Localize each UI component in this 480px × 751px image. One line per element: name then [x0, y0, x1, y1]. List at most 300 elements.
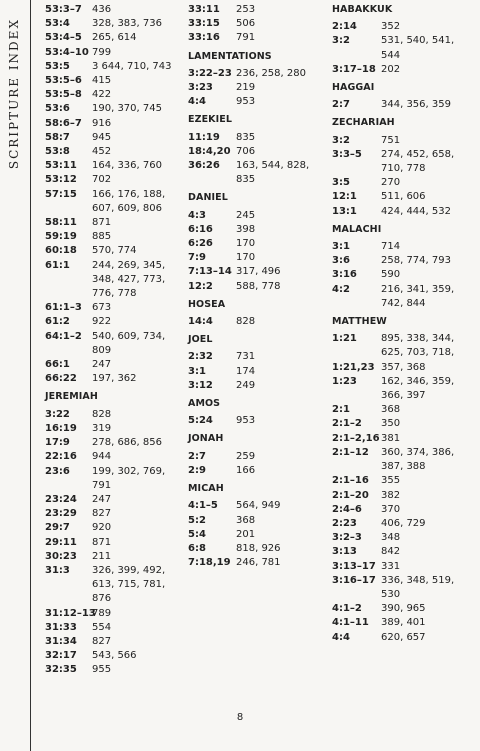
page-reference-line: 422 — [92, 89, 112, 101]
page-reference-line: 166 — [236, 464, 256, 476]
index-entry — [45, 663, 183, 677]
verse-reference: 5:24 — [188, 415, 213, 427]
index-entry — [332, 531, 472, 545]
verse-reference: 13:1 — [332, 205, 357, 217]
page-references — [236, 67, 326, 81]
verse-reference: 53:4 — [45, 18, 70, 30]
book-heading: EZEKIEL — [188, 114, 233, 126]
page-reference-line: 202 — [381, 63, 401, 75]
verse-reference: 2:1 — [332, 404, 350, 416]
page-reference-line: 540, 609, 734, 809 — [92, 330, 166, 356]
page-reference-line: 259 — [236, 450, 256, 462]
page-reference-line: 827 — [92, 635, 112, 647]
page-reference-line: 328, 383, 736 — [92, 18, 162, 30]
index-entry — [45, 372, 183, 386]
page-references — [92, 173, 183, 187]
index-entry — [188, 315, 326, 329]
verse-reference: 11:19 — [188, 131, 220, 143]
verse-reference: 53:12 — [45, 174, 77, 186]
page-references — [92, 131, 183, 145]
page-reference-line: 554 — [92, 621, 112, 633]
index-entry — [332, 616, 472, 630]
page-references — [92, 436, 183, 450]
page-references — [92, 216, 183, 230]
page-references — [92, 301, 183, 315]
index-entry — [188, 499, 326, 513]
index-entry — [45, 450, 183, 464]
index-entry — [188, 528, 326, 542]
index-entry — [45, 31, 183, 45]
book-heading: AMOS — [188, 398, 221, 410]
page-references — [381, 283, 472, 311]
page-references — [92, 330, 183, 358]
verse-reference: 53:5 — [45, 60, 70, 72]
page-reference-line: 511, 606 — [381, 191, 426, 203]
verse-reference: 14:4 — [188, 316, 213, 328]
page-references — [92, 102, 183, 116]
page-reference-line: 3 644, 710, 743 — [92, 60, 172, 72]
page-number: 8 — [236, 712, 244, 723]
index-entry — [45, 621, 183, 635]
verse-reference: 31:34 — [45, 635, 77, 647]
page-references — [236, 209, 326, 223]
page-references — [236, 145, 326, 159]
verse-reference: 2:4–6 — [332, 503, 362, 515]
index-entry — [332, 205, 472, 219]
index-entry — [188, 365, 326, 379]
index-entry — [332, 375, 472, 403]
page-reference-line: 265, 614 — [92, 32, 137, 44]
page-references — [381, 574, 472, 602]
page-reference-line: 216, 341, 359, — [381, 283, 455, 295]
page-reference-line: 953 — [236, 415, 256, 427]
page-reference-line: 673 — [92, 302, 112, 314]
page-reference-line: 350 — [381, 418, 401, 430]
index-entry — [332, 34, 472, 62]
page-references — [236, 464, 326, 478]
index-entry — [332, 254, 472, 268]
index-entry — [332, 63, 472, 77]
book-heading: ZECHARIAH — [332, 117, 395, 129]
verse-reference: 2:1–16 — [332, 475, 369, 487]
page-references — [236, 280, 326, 294]
page-reference-line: 382 — [381, 489, 401, 501]
page-references — [92, 465, 183, 493]
index-entry — [188, 145, 326, 159]
page-references — [92, 408, 183, 422]
verse-reference: 6:8 — [188, 542, 206, 554]
index-entry — [188, 81, 326, 95]
page-reference-line: 355 — [381, 475, 401, 487]
page-references — [381, 176, 472, 190]
page-reference-line: 162, 346, 359, — [381, 375, 455, 387]
verse-reference: 12:2 — [188, 280, 213, 292]
page-reference-line: 326, 399, 492, — [92, 564, 166, 576]
page-reference-line: 436 — [92, 4, 112, 15]
index-entry — [188, 17, 326, 31]
page-reference-line: 249 — [236, 379, 256, 391]
verse-reference: 29:11 — [45, 536, 77, 548]
page-reference-line: 620, 657 — [381, 631, 426, 643]
index-entry — [188, 514, 326, 528]
page-references — [236, 223, 326, 237]
page-reference-line: 706 — [236, 145, 256, 157]
verse-reference: 7:18,19 — [188, 557, 231, 569]
page-references — [381, 517, 472, 531]
verse-reference: 33:15 — [188, 18, 220, 30]
index-entry — [188, 265, 326, 279]
verse-reference: 31:3 — [45, 564, 70, 576]
page-references — [236, 95, 326, 109]
page-references — [236, 514, 326, 528]
verse-reference: 53:6 — [45, 103, 70, 115]
page-reference-line: 842 — [381, 546, 401, 558]
verse-reference: 3:2 — [332, 134, 350, 146]
verse-reference: 66:1 — [45, 359, 70, 371]
verse-reference: 53:4–5 — [45, 32, 82, 44]
index-entry — [188, 280, 326, 294]
page-reference-line: 625, 703, 718, — [381, 347, 455, 359]
page-reference-line: 245 — [236, 209, 256, 221]
index-entry — [332, 240, 472, 254]
verse-reference: 61:1–3 — [45, 302, 82, 314]
page-reference-line: 164, 336, 760 — [92, 160, 162, 172]
index-entry — [188, 379, 326, 393]
book-heading: DANIEL — [188, 192, 228, 204]
page-reference-line: 871 — [92, 536, 112, 548]
page-reference-line: 714 — [381, 241, 401, 253]
index-entry — [188, 464, 326, 478]
page-reference-line: 506 — [236, 18, 256, 30]
index-entry — [45, 607, 183, 621]
verse-reference: 4:1–5 — [188, 500, 218, 512]
page-references — [236, 315, 326, 329]
page-references — [381, 432, 472, 446]
page-reference-line: 211 — [92, 550, 112, 562]
verse-reference: 2:14 — [332, 21, 357, 33]
index-entry — [45, 173, 183, 187]
page-reference-line: 166, 176, 188, — [92, 188, 166, 200]
page-references — [236, 31, 326, 45]
page-references — [92, 493, 183, 507]
page-references — [381, 190, 472, 204]
page-references — [236, 528, 326, 542]
index-entry — [45, 230, 183, 244]
page-reference-line: 366, 397 — [381, 390, 426, 402]
page-reference-line: 199, 302, 769, 791 — [92, 465, 166, 491]
page-references — [381, 148, 472, 176]
verse-reference: 4:2 — [332, 283, 350, 295]
index-entry — [188, 159, 326, 187]
verse-reference: 36:26 — [188, 160, 220, 172]
page-reference-line: 247 — [92, 359, 112, 371]
page-references — [92, 145, 183, 159]
index-entry — [188, 223, 326, 237]
page-reference-line: 387, 388 — [381, 461, 426, 473]
verse-reference: 1:21 — [332, 333, 357, 345]
verse-reference: 53:11 — [45, 160, 77, 172]
index-entry — [188, 67, 326, 81]
page-reference-line: 319 — [92, 422, 112, 434]
page-reference-line: 390, 965 — [381, 603, 426, 615]
verse-reference: 30:23 — [45, 550, 77, 562]
page-references — [381, 134, 472, 148]
page-references — [92, 244, 183, 258]
index-entry — [45, 259, 183, 302]
index-entry — [332, 190, 472, 204]
verse-reference: 58:6–7 — [45, 117, 82, 129]
margin-rule — [30, 0, 31, 751]
verse-reference: 7:13–14 — [188, 266, 232, 278]
page-reference-line: 916 — [92, 117, 112, 129]
index-entry — [45, 74, 183, 88]
page-reference-line: 219 — [236, 82, 256, 94]
page-reference-line: 398 — [236, 223, 256, 235]
index-entry — [188, 209, 326, 223]
index-entry — [45, 635, 183, 649]
page-references — [381, 631, 472, 645]
verse-reference: 2:1–2,16 — [332, 432, 380, 444]
index-entry — [332, 474, 472, 488]
page-reference-line: 922 — [92, 316, 112, 328]
page-references — [381, 446, 472, 474]
page-references — [381, 361, 472, 375]
verse-reference: 7:9 — [188, 252, 206, 264]
page-references — [381, 332, 472, 360]
index-entry — [332, 602, 472, 616]
verse-reference: 3:22 — [45, 408, 70, 420]
verse-reference: 32:17 — [45, 650, 77, 662]
verse-reference: 12:1 — [332, 191, 357, 203]
verse-reference: 6:26 — [188, 238, 213, 250]
book-heading: JOEL — [188, 334, 213, 346]
page-reference-line: 389, 401 — [381, 617, 426, 629]
index-entry — [45, 117, 183, 131]
index-entry — [332, 517, 472, 531]
page-references — [236, 131, 326, 145]
verse-reference: 29:7 — [45, 522, 70, 534]
page-reference-line: 570, 774 — [92, 245, 137, 257]
page-reference-line: 607, 609, 806 — [92, 202, 162, 214]
verse-reference: 59:19 — [45, 231, 77, 243]
page-references — [381, 560, 472, 574]
verse-reference: 2:32 — [188, 351, 213, 363]
verse-reference: 61:2 — [45, 316, 70, 328]
verse-reference: 3:6 — [332, 255, 350, 267]
verse-reference: 23:29 — [45, 508, 77, 520]
index-entry — [45, 493, 183, 507]
page-reference-line: 344, 356, 359 — [381, 99, 451, 111]
page-reference-line: 590 — [381, 269, 401, 281]
page-references — [92, 259, 183, 302]
verse-reference: 58:11 — [45, 217, 77, 229]
page-references — [236, 379, 326, 393]
verse-reference: 33:16 — [188, 32, 220, 44]
index-entry — [188, 237, 326, 251]
index-entry — [332, 134, 472, 148]
index-entry — [188, 131, 326, 145]
index-entry — [45, 244, 183, 258]
page-reference-line: 751 — [381, 134, 401, 146]
page-reference-line: 360, 374, 386, — [381, 446, 455, 458]
page-reference-line: 776, 778 — [92, 288, 137, 300]
page-references — [236, 3, 326, 17]
index-entry — [332, 332, 472, 360]
page-references — [92, 358, 183, 372]
verse-reference: 3:3–5 — [332, 148, 362, 160]
index-entry — [45, 46, 183, 60]
index-entry — [45, 550, 183, 564]
page-reference-line: 336, 348, 519, 530 — [381, 574, 455, 600]
page-reference-line: 945 — [92, 131, 112, 143]
page-reference-line: 613, 715, 781, 876 — [92, 579, 166, 605]
verse-reference: 53:4–10 — [45, 46, 89, 58]
index-entry — [188, 450, 326, 464]
verse-reference: 53:8 — [45, 146, 70, 158]
page-reference-line: 564, 949 — [236, 500, 281, 512]
book-heading: MATTHEW — [332, 316, 387, 328]
page-reference-line: 944 — [92, 451, 112, 463]
page-references — [381, 616, 472, 630]
index-entry — [332, 148, 472, 176]
page-reference-line: 253 — [236, 4, 256, 15]
verse-reference: 3:16–17 — [332, 574, 376, 586]
verse-reference: 53:5–6 — [45, 75, 82, 87]
index-entry — [45, 131, 183, 145]
page-reference-line: 818, 926 — [236, 542, 281, 554]
index-entry — [45, 649, 183, 663]
page-references — [236, 251, 326, 265]
page-reference-line: 348 — [381, 532, 401, 544]
page-reference-line: 317, 496 — [236, 266, 281, 278]
page-reference-line: 953 — [236, 96, 256, 108]
page-reference-line: 170 — [236, 238, 256, 250]
verse-reference: 53:3–7 — [45, 4, 82, 15]
index-entry — [45, 315, 183, 329]
page-reference-line: 370 — [381, 503, 401, 515]
page-references — [92, 536, 183, 550]
verse-reference: 2:23 — [332, 517, 357, 529]
page-reference-line: 531, 540, 541, 544 — [381, 35, 455, 61]
page-reference-line: 381 — [381, 432, 401, 444]
page-reference-line: 270 — [381, 177, 401, 189]
index-entry — [332, 20, 472, 34]
index-entry — [45, 507, 183, 521]
page-references — [92, 31, 183, 45]
side-label — [3, 18, 25, 178]
page-references — [236, 237, 326, 251]
index-entry — [45, 408, 183, 422]
verse-reference: 3:1 — [188, 365, 206, 377]
verse-reference: 5:4 — [188, 528, 206, 540]
index-entry — [45, 465, 183, 493]
page-references — [236, 81, 326, 95]
book-heading: HABAKKUK — [332, 4, 393, 15]
page-references — [92, 17, 183, 31]
book-heading: MALACHI — [332, 223, 382, 235]
verse-reference: 53:5–8 — [45, 89, 82, 101]
page-references — [381, 63, 472, 77]
index-entry — [332, 545, 472, 559]
page-reference-line: 828 — [236, 316, 256, 328]
page-references — [381, 98, 472, 112]
page-references — [92, 521, 183, 535]
page-references — [381, 375, 472, 403]
page-references — [92, 422, 183, 436]
index-entry — [45, 564, 183, 607]
page-reference-line: 828 — [92, 408, 112, 420]
page-reference-line: 352 — [381, 21, 401, 33]
page-reference-line: 835 — [236, 174, 256, 186]
page-references — [236, 556, 326, 570]
page-references — [236, 542, 326, 556]
index-column-3 — [332, 3, 472, 645]
page-reference-line: 331 — [381, 560, 401, 572]
page-reference-line: 244, 269, 345, — [92, 259, 166, 271]
page-reference-line: 201 — [236, 528, 256, 540]
book-heading: HOSEA — [188, 298, 226, 310]
verse-reference: 32:35 — [45, 664, 77, 676]
verse-reference: 57:15 — [45, 188, 77, 200]
index-entry — [188, 414, 326, 428]
page-references — [92, 372, 183, 386]
page-references — [381, 240, 472, 254]
page-references — [236, 159, 326, 187]
index-entry — [188, 95, 326, 109]
index-entry — [188, 3, 326, 17]
verse-reference: 58:7 — [45, 131, 70, 143]
book-heading: JEREMIAH — [45, 391, 98, 403]
book-heading: MICAH — [188, 483, 224, 495]
page-reference-line: 871 — [92, 217, 112, 229]
page-reference-line: 197, 362 — [92, 373, 137, 385]
verse-reference: 3:12 — [188, 379, 213, 391]
index-entry — [45, 60, 183, 74]
verse-reference: 3:16 — [332, 269, 357, 281]
book-heading: JONAH — [188, 433, 224, 445]
verse-reference: 16:19 — [45, 422, 77, 434]
index-entry — [45, 536, 183, 550]
book-heading: LAMENTATIONS — [188, 50, 272, 62]
page-references — [92, 315, 183, 329]
page-reference-line: 835 — [236, 131, 256, 143]
index-entry — [188, 350, 326, 364]
page-references — [381, 403, 472, 417]
verse-reference: 31:33 — [45, 621, 77, 633]
page-references — [92, 450, 183, 464]
page-references — [381, 531, 472, 545]
page-reference-line: 885 — [92, 231, 112, 243]
index-entry — [332, 574, 472, 602]
page-references — [92, 663, 183, 677]
verse-reference: 3:1 — [332, 241, 350, 253]
index-entry — [45, 3, 183, 17]
index-entry — [332, 268, 472, 282]
verse-reference: 23:24 — [45, 493, 77, 505]
page-references — [92, 564, 183, 607]
page-references — [381, 205, 472, 219]
verse-reference: 1:23 — [332, 375, 357, 387]
index-entry — [45, 330, 183, 358]
page-reference-line: 357, 368 — [381, 361, 426, 373]
verse-reference: 3:2–3 — [332, 532, 362, 544]
page-reference-line: 955 — [92, 664, 112, 676]
page-reference-line: 799 — [92, 46, 112, 58]
index-entry — [332, 283, 472, 311]
page-references — [92, 607, 183, 621]
verse-reference: 3:13 — [332, 546, 357, 558]
verse-reference: 3:17–18 — [332, 63, 376, 75]
